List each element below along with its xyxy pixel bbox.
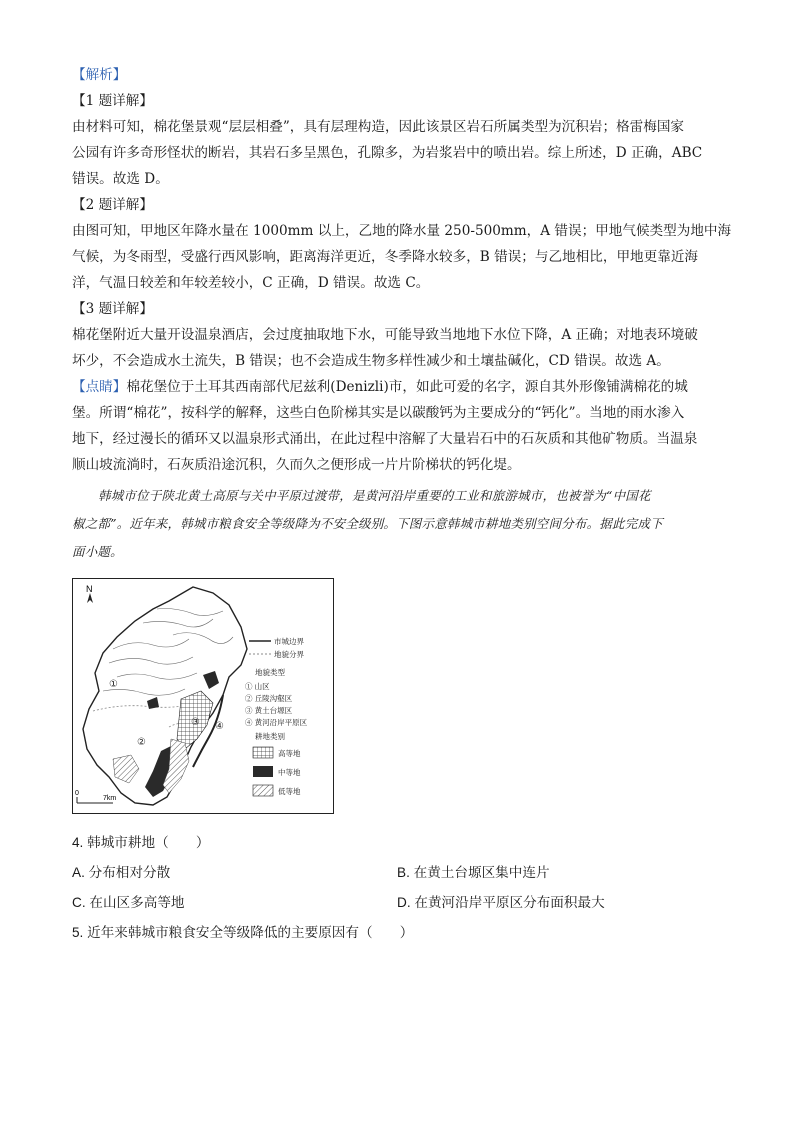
zone-mark-1: ① [109,679,118,690]
q1-line-1: 由材料可知，棉花堡景观“层层相叠”，具有层理构造，因此该景区岩石所属类型为沉积岩；格雷梅国家 [72,119,685,135]
q3-line-1: 棉花堡附近大量开设温泉酒店，会过度抽取地下水，可能导致当地地下水位下降，A 正确；对地表环境破 [72,327,698,343]
note-line-3: 地下，经过漫长的循环又以温泉形式涌出，在此过程中溶解了大量岩石中的石灰质和其他矿物质。当温泉 [72,431,698,447]
q3-heading: 【3 题详解】 [72,301,153,317]
zone-mark-4: ④ [215,721,224,732]
q2-heading: 【2 题详解】 [72,197,153,213]
north-arrow-icon [87,593,93,603]
legend-landform-title: 地貌类型 [255,668,285,677]
q4-option-a: A. 分布相对分散 [72,865,171,880]
q4-option-b: B. 在黄土台塬区集中连片 [397,865,550,880]
legend-landform-3: ③ 黄土台塬区 [245,706,293,715]
legend-city-boundary: 市城边界 [274,637,304,646]
scale-zero: 0 [75,790,79,797]
legend-farmland-low: 低等地 [278,787,301,796]
analysis-heading: 【解析】 [72,67,127,83]
legend-landform-2: ② 丘陵沟壑区 [245,694,293,703]
note-text-1: 棉花堡位于土耳其西南部代尼兹利(Denizli)市，如此可爱的名字，源自其外形像铺满棉花的城 [126,379,688,395]
q2-line-1: 由图可知，甲地区年降水量在 1000mm 以上，乙地的降水量 250-500mm，A 错误；甲地气候类型为地中海 [72,223,732,239]
note-line-2: 堡。所谓“棉花”，按科学的解释，这些白色阶梯其实是以碳酸钙为主要成分的“钙化”。当地的雨水渗入 [72,405,685,421]
zone-mark-2: ② [137,737,146,748]
q4-options-row-1 [72,860,722,886]
q2-line-3: 洋，气温日较差和年较差较小，C 正确，D 错误。故选 C。 [72,275,430,291]
q4-options-row-2 [72,890,722,916]
farmland-map [72,578,334,814]
legend-landform-1: ① 山区 [245,682,270,691]
legend-farmland-high: 高等地 [278,749,301,758]
q2-line-2: 气候，为冬雨型，受盛行西风影响，距离海洋更近，冬季降水较多，B 错误；与乙地相比，甲地更靠近海 [72,249,699,265]
zone-mark-3: ③ [191,717,200,728]
scale-bar [75,790,116,803]
q1-heading: 【1 题详解】 [72,93,153,109]
north-label: N [86,584,93,594]
note-line-4: 顺山坡流淌时，石灰质沿途沉积，久而久之便形成一片片阶梯状的钙化堤。 [72,457,521,473]
intro-line-1: 韩城市位于陕北黄土高原与关中平原过渡带，是黄河沿岸重要的工业和旅游城市，也被誉为“中国花 [98,488,651,503]
intro-line-2: 椒之都”。近年来，韩城市粮食安全等级降为不安全级别。下图示意韩城市耕地类别空间分布。据此完成下 [72,516,663,531]
legend-landform-boundary: 地貌分界 [274,650,304,659]
q4-option-d: D. 在黄河沿岸平原区分布面积最大 [397,895,605,910]
q1-line-3: 错误。故选 D。 [72,171,169,187]
document-page [72,62,732,946]
scale-label: 7km [103,795,117,802]
q4-option-c: C. 在山区多高等地 [72,895,185,910]
q5-stem: 5. 近年来韩城市粮食安全等级降低的主要原因有（ ） [72,925,414,940]
intro-line-3: 面小题。 [72,544,123,559]
q3-line-2: 坏少，不会造成水土流失，B 错误；也不会造成生物多样性减少和土壤盐碱化，CD 错误。故选 A。 [72,353,670,369]
note-label: 【点睛】 [72,379,127,395]
legend-farmland-medium: 中等地 [278,768,301,777]
note-line-1 [72,374,722,400]
legend-farmland-title: 耕地类别 [255,732,285,741]
map-legend [245,636,308,796]
q1-line-2: 公园有许多奇形怪状的断岩，其岩石多呈黑色，孔隙多，为岩浆岩中的喷出岩。综上所述，D 正确，ABC [72,145,703,161]
q4-stem: 4. 韩城市耕地（ ） [72,835,210,850]
legend-landform-4: ④ 黄河沿岸平原区 [245,718,308,727]
